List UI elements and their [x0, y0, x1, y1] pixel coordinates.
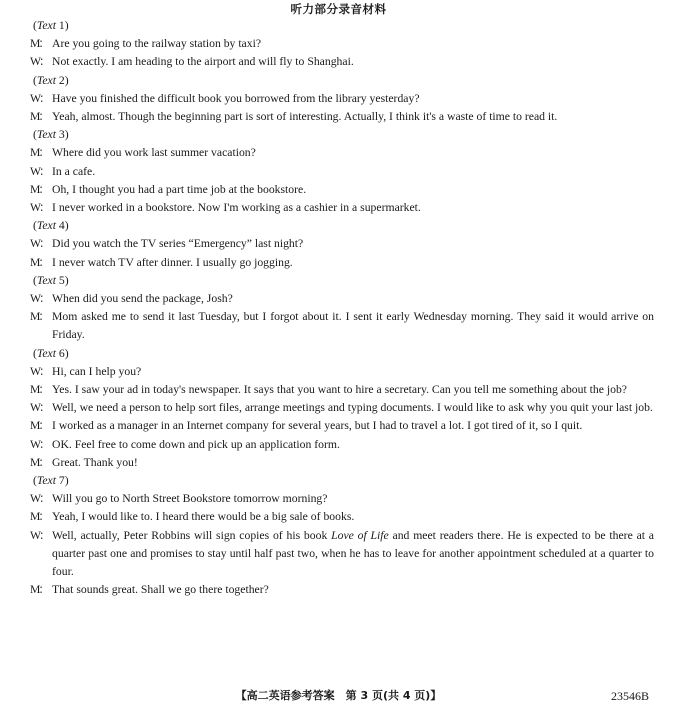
speaker-label: W： [30, 528, 51, 542]
utterance-text: In a cafe. [52, 164, 96, 178]
speaker-name: M [30, 510, 41, 524]
dialogue-line [30, 163, 654, 181]
dialogue-line [30, 454, 654, 472]
text-header [30, 345, 654, 363]
speaker-label: W： [30, 492, 51, 506]
page-title: 听力部分录音材料 [290, 2, 387, 16]
utterance-text: Hi, can I help you? [52, 364, 142, 378]
paren-close: ) [64, 19, 69, 32]
utterance-text: Well, we need a person to help sort files, arrange meetings and typing documents. I would like to ask why you quit your last job. [52, 401, 653, 415]
dialogue-line [30, 144, 654, 162]
book-title: Love of Life [331, 528, 389, 542]
speaker-name: M [30, 455, 41, 469]
speaker-name: W [30, 55, 42, 69]
speaker-label: W： [30, 401, 51, 415]
utterance-text: Great. Thank you! [52, 455, 138, 469]
utterance-text: OK. Feel free to come down and pick up an application form. [52, 437, 340, 451]
dialogue-line [30, 108, 654, 126]
paren-close: ) [64, 474, 69, 488]
utterance-text: Yeah, I would like to. I heard there would be a big sale of books. [52, 510, 355, 524]
text-header [30, 217, 654, 235]
speaker-name: M [30, 182, 41, 196]
speaker-name: W [30, 237, 42, 251]
speaker-label: W： [30, 437, 51, 451]
paren-close: ) [64, 73, 69, 87]
utterance-text-part: and meet readers there. He is expected to be there at a quarter past one and promises to stay until half past two, when he has to leave for another appointment scheduled at a quarter to four. [52, 528, 654, 579]
paren-close: ) [64, 273, 69, 287]
text-header [30, 472, 654, 490]
speaker-name: W [30, 492, 42, 506]
speaker-label: M： [30, 583, 51, 597]
speaker-name: M [30, 37, 41, 51]
dialogue-line [30, 254, 654, 272]
paren-open: ( [33, 346, 37, 360]
speaker-label: W： [30, 91, 51, 105]
text-label: Text [36, 73, 56, 87]
speaker-label: W： [30, 201, 51, 215]
speaker-name: M [30, 310, 41, 324]
text-number: 2 [58, 73, 65, 87]
utterance-text: That sounds great. Shall we go there together? [52, 583, 269, 597]
speaker-label: M： [30, 146, 51, 160]
speaker-name: M [30, 146, 41, 160]
paren-open: ( [33, 128, 37, 142]
dialogue-line [30, 53, 654, 71]
text-label: Text [36, 219, 56, 233]
dialogue-line [30, 35, 654, 53]
text-number: 7 [58, 474, 65, 488]
paren-open: ( [33, 219, 37, 233]
speaker-label: M： [30, 419, 51, 433]
dialogue-line [30, 490, 654, 508]
utterance-text: I never worked in a bookstore. Now I'm working as a cashier in a supermarket. [52, 201, 421, 215]
speaker-label: W： [30, 364, 51, 378]
text-header [30, 272, 654, 290]
utterance-text: Yeah, almost. Though the beginning part is sort of interesting. Actually, I think it's a waste of time to read it. [52, 110, 558, 124]
utterance-text: I worked as a manager in an Internet company for several years, but I had to travel a lot. I got tired of it, so I quit. [52, 419, 583, 433]
utterance-text [52, 527, 654, 582]
dialogue-line [30, 181, 654, 199]
dialogue-line [30, 508, 654, 526]
speaker-name: W [30, 164, 42, 178]
speaker-label: M： [30, 110, 51, 124]
paren-open: ( [33, 474, 37, 488]
speaker-label: W： [30, 292, 51, 306]
dialogue-line [30, 199, 654, 217]
speaker-name: M [30, 255, 41, 269]
dialogue-line [30, 399, 654, 417]
text-number: 1 [58, 19, 65, 32]
paren-close: ) [64, 346, 69, 360]
text-number: 3 [58, 128, 65, 142]
dialogue-line [30, 581, 654, 599]
speaker-name: M [30, 419, 41, 433]
speaker-name: W [30, 401, 42, 415]
dialogue-line [30, 363, 654, 381]
utterance-text: I never watch TV after dinner. I usually go jogging. [52, 255, 293, 269]
text-label: Text [36, 346, 56, 360]
footer-page-info: 【高二英语参考答案 第 3 页(共 4 页)】 [235, 689, 442, 702]
dialogue-line [30, 308, 654, 344]
speaker-label: M： [30, 383, 51, 397]
text-number: 6 [58, 346, 65, 360]
speaker-name: W [30, 201, 42, 215]
dialogue-line [30, 381, 654, 399]
speaker-label: M： [30, 255, 51, 269]
transcript-body [30, 17, 654, 600]
dialogue-line [30, 417, 654, 435]
utterance-text: When did you send the package, Josh? [52, 292, 233, 306]
paren-open: ( [33, 19, 37, 32]
utterance-text: Where did you work last summer vacation? [52, 146, 256, 160]
speaker-label: M： [30, 182, 51, 196]
speaker-name: W [30, 91, 42, 105]
dialogue-line [30, 235, 654, 253]
utterance-text: Not exactly. I am heading to the airport and will fly to Shanghai. [52, 55, 354, 69]
text-label: Text [36, 474, 56, 488]
utterance-text: Oh, I thought you had a part time job at the bookstore. [52, 182, 307, 196]
text-header [30, 72, 654, 90]
dialogue-line [30, 436, 654, 454]
speaker-label: M： [30, 310, 51, 324]
utterance-text: Will you go to North Street Bookstore tomorrow morning? [52, 492, 328, 506]
utterance-text-part: Well, actually, Peter Robbins will sign copies of his book [52, 528, 332, 542]
utterance-text: Are you going to the railway station by taxi? [52, 37, 262, 51]
speaker-label: M： [30, 37, 51, 51]
utterance-text: Have you finished the difficult book you borrowed from the library yesterday? [52, 91, 420, 105]
dialogue-line [30, 290, 654, 308]
speaker-name: M [30, 110, 41, 124]
speaker-name: W [30, 364, 42, 378]
text-label: Text [36, 19, 56, 32]
paren-open: ( [33, 273, 37, 287]
text-header [30, 17, 654, 35]
footer-code: 23546B [610, 689, 649, 703]
speaker-label: W： [30, 237, 51, 251]
speaker-label: M： [30, 455, 51, 469]
utterance-text: Yes. I saw your ad in today's newspaper. It says that you want to hire a secretary. Can you tell me something about the job? [52, 383, 627, 397]
text-label: Text [36, 273, 56, 287]
speaker-label: W： [30, 55, 51, 69]
text-label: Text [36, 128, 56, 142]
utterance-text: Mom asked me to send it last Tuesday, but I forgot about it. I sent it early Wednesday morning. They said it would arrive on Friday. [52, 310, 654, 342]
speaker-name: M [30, 583, 41, 597]
speaker-label: W： [30, 164, 51, 178]
speaker-label: M： [30, 510, 51, 524]
speaker-name: W [30, 292, 42, 306]
text-number: 5 [58, 273, 65, 287]
paren-close: ) [64, 219, 69, 233]
speaker-name: W [30, 437, 42, 451]
dialogue-line [30, 527, 654, 582]
paren-open: ( [33, 73, 37, 87]
dialogue-line [30, 90, 654, 108]
utterance-text: Did you watch the TV series “Emergency” last night? [52, 237, 304, 251]
text-number: 4 [58, 219, 65, 233]
speaker-name: M [30, 383, 41, 397]
paren-close: ) [64, 128, 69, 142]
speaker-name: W [30, 528, 42, 542]
page-footer [0, 686, 677, 706]
text-header [30, 126, 654, 144]
